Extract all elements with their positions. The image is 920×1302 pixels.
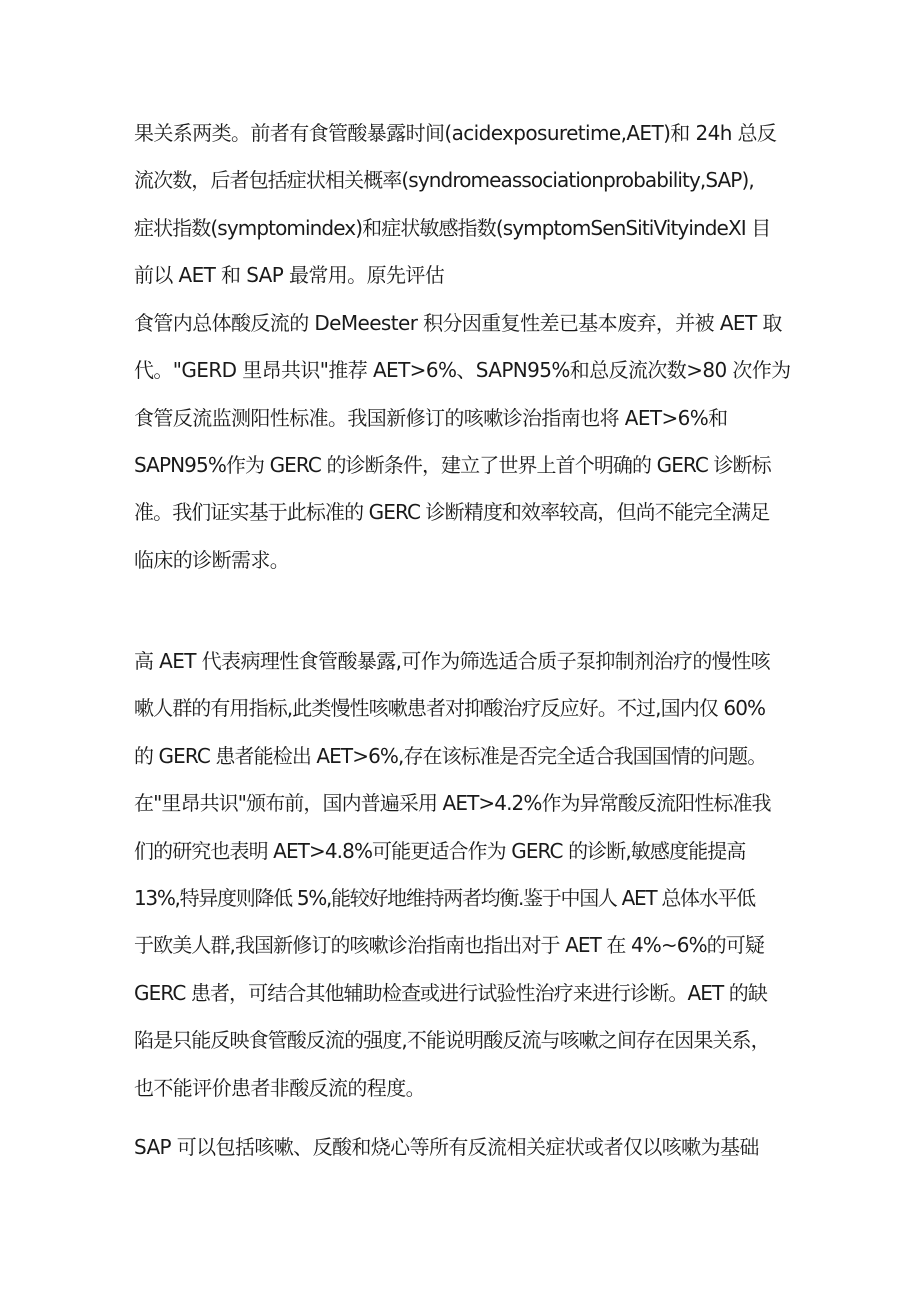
paragraph-3-line-2: 嗽人群的有用指标,此类慢性咳嗽患者对抑酸治疗反应好。不过,国内仅 60% bbox=[134, 696, 766, 720]
paragraph-2-line-4: SAPN95%作为 GERC 的诊断条件，建立了世界上首个明确的 GERC 诊断标 bbox=[134, 453, 771, 477]
paragraph-1-line-1: 果关系两类。前者有食管酸暴露时间(acidexposuretime,AET)和 24h 总反 bbox=[134, 121, 777, 145]
paragraph-3-line-1: 高 AET 代表病理性食管酸暴露,可作为筛选适合质子泵抑制剂治疗的慢性咳 bbox=[134, 649, 771, 673]
paragraph-3-line-6: 13%,特异度则降低 5%,能较好地维持两者均衡.鉴于中国人 AET 总体水平低 bbox=[134, 886, 755, 910]
paragraph-2-line-6: 临床的诊断需求。 bbox=[134, 548, 290, 572]
paragraph-3-line-9: 陷是只能反映食管酸反流的强度,不能说明酸反流与咳嗽之间存在因果关系， bbox=[134, 1028, 770, 1052]
paragraph-1-line-4: 前以 AET 和 SAP 最常用。原先评估 bbox=[134, 263, 445, 287]
paragraph-3-line-3: 的 GERC 患者能检出 AET>6%,存在该标准是否完全适合我国国情的问题。 bbox=[134, 744, 767, 768]
paragraph-2-line-3: 食管反流监测阳性标准。我国新修订的咳嗽诊治指南也将 AET>6%和 bbox=[134, 406, 728, 430]
paragraph-4-line-1: SAP 可以包括咳嗽、反酸和烧心等所有反流相关症状或者仅以咳嗽为基础 bbox=[134, 1135, 759, 1159]
paragraph-1-line-2: 流次数，后者包括症状相关概率(syndromeassociationprobability,SAP), bbox=[134, 168, 754, 192]
paragraph-3-line-4: 在"里昂共识"颁布前，国内普遍采用 AET>4.2%作为异常酸反流阳性标准我 bbox=[134, 791, 771, 815]
paragraph-2-line-5: 准。我们证实基于此标准的 GERC 诊断精度和效率较高，但尚不能完全满足 bbox=[134, 500, 770, 524]
paragraph-1-line-3: 症状指数(symptomindex)和症状敏感指数(symptomSenSitiVityindeXI 目 bbox=[134, 216, 771, 240]
paragraph-3-line-5: 们的研究也表明 AET>4.8%可能更适合作为 GERC 的诊断,敏感度能提高 bbox=[134, 839, 746, 863]
paragraph-3-line-8: GERC 患者，可结合其他辅助检查或进行试验性治疗来进行诊断。AET 的缺 bbox=[134, 981, 767, 1005]
paragraph-2-line-1: 食管内总体酸反流的 DeMeester 积分因重复性差已基本废弃，并被 AET 取 bbox=[134, 311, 782, 335]
paragraph-3-line-7: 于欧美人群,我国新修订的咳嗽诊治指南也指出对于 AET 在 4%~6%的可疑 bbox=[134, 933, 764, 957]
paragraph-3-line-10: 也不能评价患者非酸反流的程度。 bbox=[134, 1076, 425, 1100]
paragraph-2-line-2: 代。"GERD 里昂共识"推荐 AET>6%、SAPN95%和总反流次数>80 次作为 bbox=[134, 358, 791, 382]
